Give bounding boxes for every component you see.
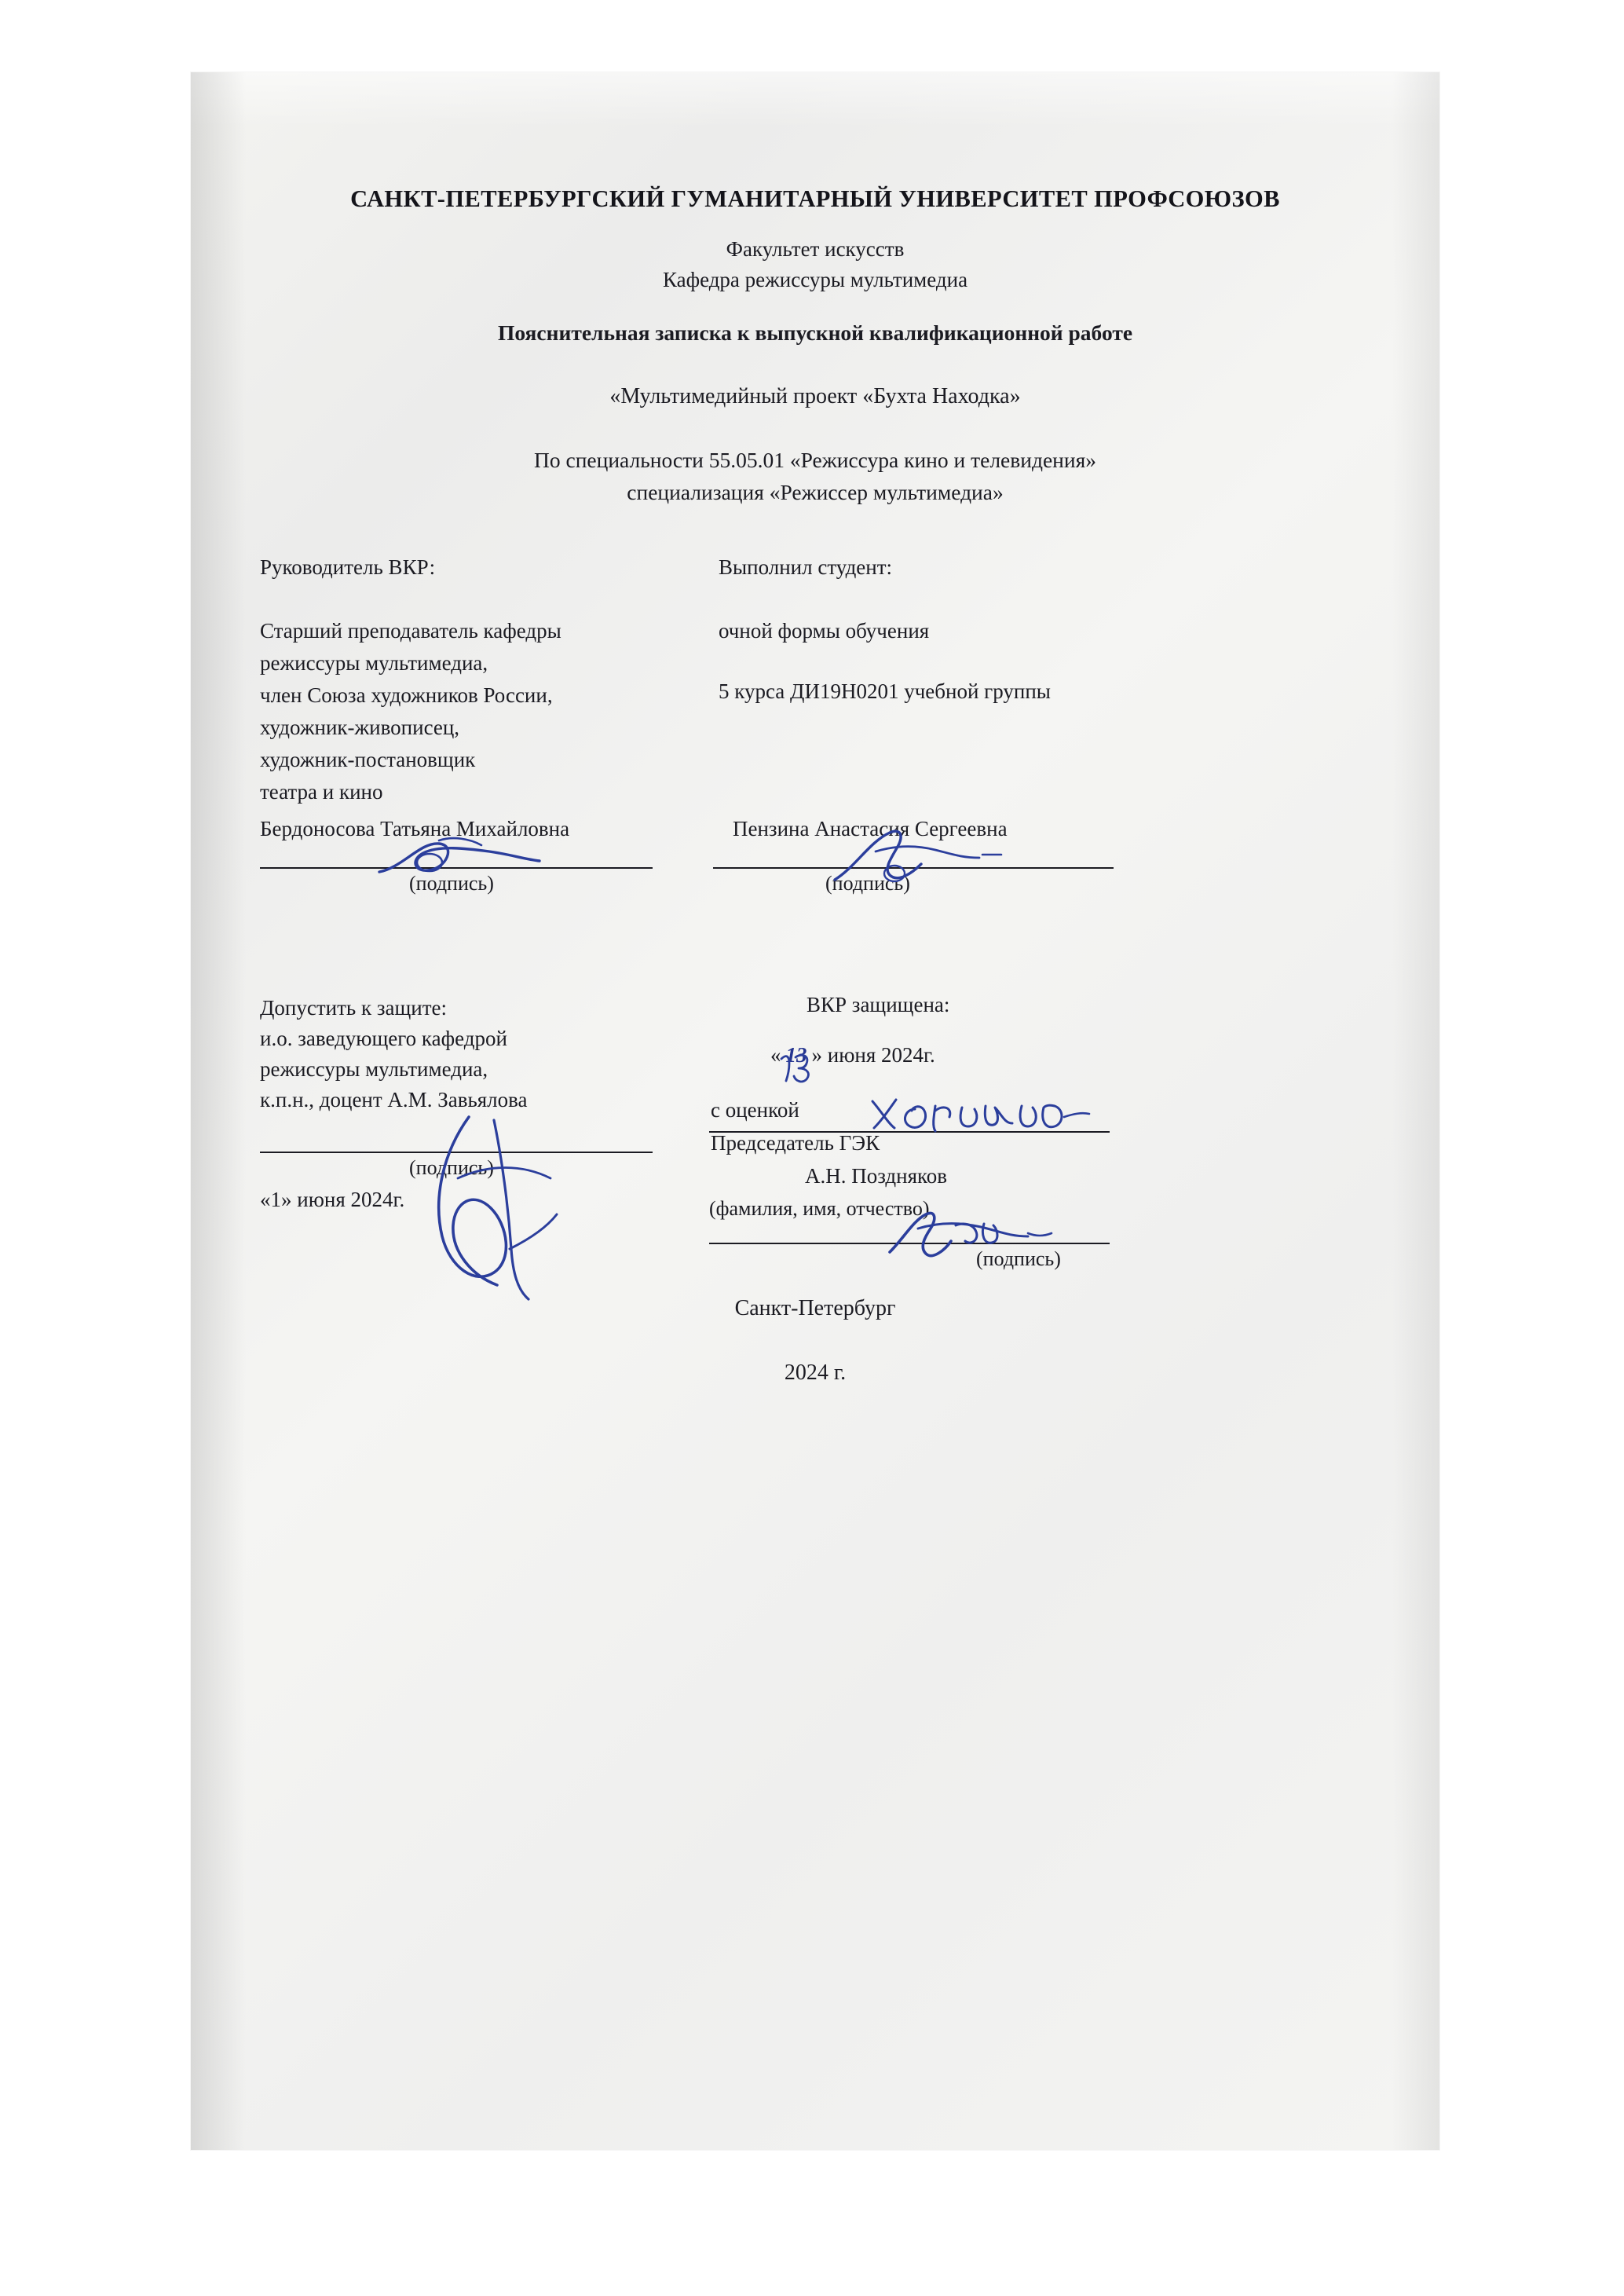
scanned-page [191,72,1439,2150]
supervisor-column [260,551,700,808]
admission-block [260,993,700,1115]
department-name: Кафедра режиссуры мультимедиа [662,268,968,291]
student-form-of-study: очной формы обучения [719,619,930,643]
year: 2024 г. [784,1360,847,1385]
faculty-block [191,234,1439,295]
chair-signature-caption: (подпись) [976,1247,1061,1270]
speciality-line-1: По специальности 55.05.01 «Режиссура кино и телевидения» [534,448,1096,472]
supervisor-position-line-3: член Союза художников России, [260,683,553,707]
city: Санкт-Петербург [734,1296,896,1320]
supervisor-name: Бердоносова Татьяна Михайловна [260,817,570,840]
supervisor-role-label: Руководитель ВКР: [260,555,436,579]
admission-line-3: к.п.н., доцент А.М. Завьялова [260,1088,528,1111]
grade-label: с оценкой [711,1098,799,1122]
admission-signature-line [260,1152,653,1153]
speciality-block [191,444,1439,508]
grade-handwritten-ink [868,1082,1103,1145]
student-signature-line [713,867,1114,869]
supervisor-position-line-4: художник-живописец, [260,716,460,739]
supervisor-position-line-6: театра и кино [260,780,383,804]
chair-label: Председатель ГЭК [711,1131,880,1155]
student-group: 5 курса ДИ19Н0201 учебной группы [719,679,1051,703]
supervisor-signature-line [260,867,653,869]
admission-line-2: режиссуры мультимедиа, [260,1057,488,1081]
defence-date-day-handwritten: 13 [785,1043,807,1067]
defence-date [770,1043,935,1067]
chair-name-caption: (фамилия, имя, отчество) [709,1197,930,1220]
admission-signature-caption: (подпись) [409,1156,494,1179]
project-title: «Мультимедийный проект «Бухта Находка» [609,384,1021,408]
speciality-line-2: специализация «Режиссер мультимедиа» [627,480,1004,504]
supervisor-position-line-1: Старший преподаватель кафедры [260,619,561,643]
admission-line-1: и.о. заведующего кафедрой [260,1027,507,1050]
supervisor-position-line-5: художник-постановщик [260,748,476,771]
supervisor-signature-caption: (подпись) [409,872,494,895]
student-role-label: Выполнил студент: [719,555,893,579]
university-title: САНКТ-ПЕТЕРБУРГСКИЙ ГУМАНИТАРНЫЙ УНИВЕРСИТЕТ ПРОФСОЮЗОВ [350,185,1280,212]
admission-date: «1» июня 2024г. [260,1188,405,1211]
supervisor-position-line-2: режиссуры мультимедиа, [260,651,488,675]
student-signature-caption: (подпись) [825,872,910,895]
document-kind: Пояснительная записка к выпускной квалификационной работе [497,320,1133,345]
chair-name: А.Н. Поздняков [805,1164,948,1188]
defence-date-prefix: « [770,1043,781,1067]
admission-signature-ink [426,1111,693,1315]
student-column [719,551,1205,708]
admission-title: Допустить к защите: [260,996,448,1020]
page-content [191,72,1439,2150]
chair-signature-line [709,1243,1110,1244]
faculty-name: Факультет искусств [726,237,905,261]
defence-date-suffix: » июня 2024г. [811,1043,935,1067]
defence-title: ВКР защищена: [807,993,950,1016]
student-name: Пензина Анастасия Сергеевна [733,817,1008,840]
